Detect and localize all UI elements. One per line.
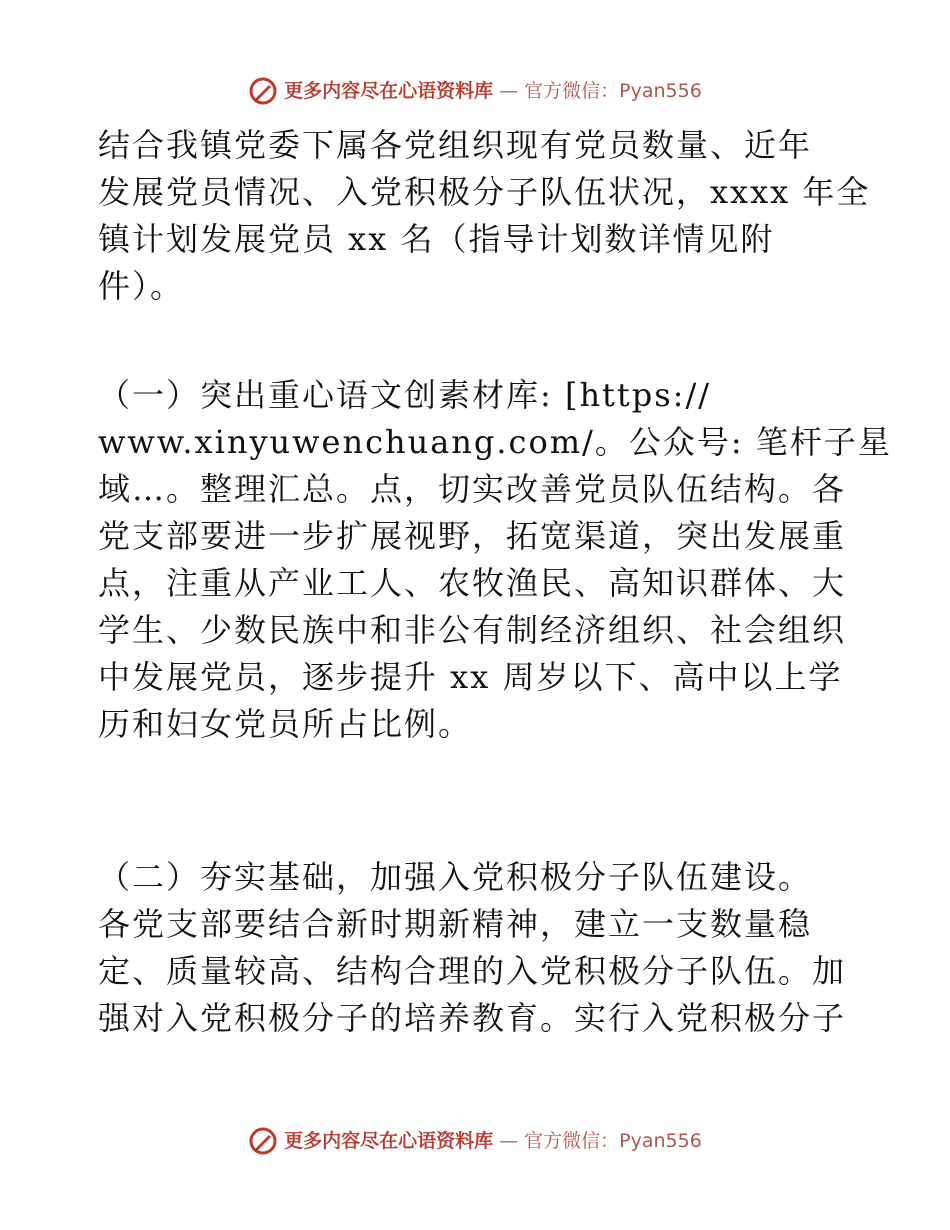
watermark-separator: — bbox=[499, 1130, 519, 1152]
text-line: www.xinyuwenchuang.com/。公众号: 笔杆子星 bbox=[98, 423, 892, 461]
text-line: 学生、少数民族中和非公有制经济组织、社会组织 bbox=[98, 611, 847, 649]
text-line: 点，注重从产业工人、农牧渔民、高知识群体、大 bbox=[98, 564, 847, 602]
pen-logo-icon bbox=[248, 1126, 278, 1156]
watermark-contact: 官方微信：Pyan556 bbox=[524, 80, 702, 102]
text-line: 定、质量较高、结构合理的入党积极分子队伍。加 bbox=[98, 952, 847, 990]
text-line: 中发展党员，逐步提升 xx 周岁以下、高中以上学 bbox=[98, 658, 843, 696]
text-line: 件）。 bbox=[98, 267, 185, 305]
watermark-footer bbox=[0, 1126, 950, 1156]
text-line: 域…。整理汇总。点，切实改善党员队伍结构。各 bbox=[98, 470, 847, 508]
watermark-main-text: 更多内容尽在心语资料库 bbox=[284, 1130, 494, 1152]
text-line: 党支部要进一步扩展视野，拓宽渠道，突出发展重 bbox=[98, 517, 847, 555]
watermark-contact: 官方微信：Pyan556 bbox=[524, 1130, 702, 1152]
watermark-separator: — bbox=[499, 80, 519, 102]
text-line: （二）夯实基础，加强入党积极分子队伍建设。 bbox=[98, 858, 813, 896]
text-line: 发展党员情况、入党积极分子队伍状况，xxxx 年全 bbox=[98, 173, 871, 211]
paragraph-section-two bbox=[98, 854, 858, 1042]
watermark-main-text: 更多内容尽在心语资料库 bbox=[284, 80, 494, 102]
text-line: 历和妇女党员所占比例。 bbox=[98, 705, 473, 743]
watermark-header bbox=[0, 76, 950, 106]
pen-logo-icon bbox=[248, 76, 278, 106]
text-line: （一）突出重心语文创素材库: [https:// bbox=[98, 376, 712, 414]
text-line: 强对入党积极分子的培养教育。实行入党积极分子 bbox=[98, 999, 847, 1037]
paragraph-section-one bbox=[98, 372, 892, 748]
text-line: 各党支部要结合新时期新精神，建立一支数量稳 bbox=[98, 905, 813, 943]
text-line: 结合我镇党委下属各党组织现有党员数量、近年 bbox=[98, 126, 813, 164]
paragraph-intro bbox=[98, 122, 871, 310]
text-line: 镇计划发展党员 xx 名（指导计划数详情见附 bbox=[98, 220, 775, 258]
